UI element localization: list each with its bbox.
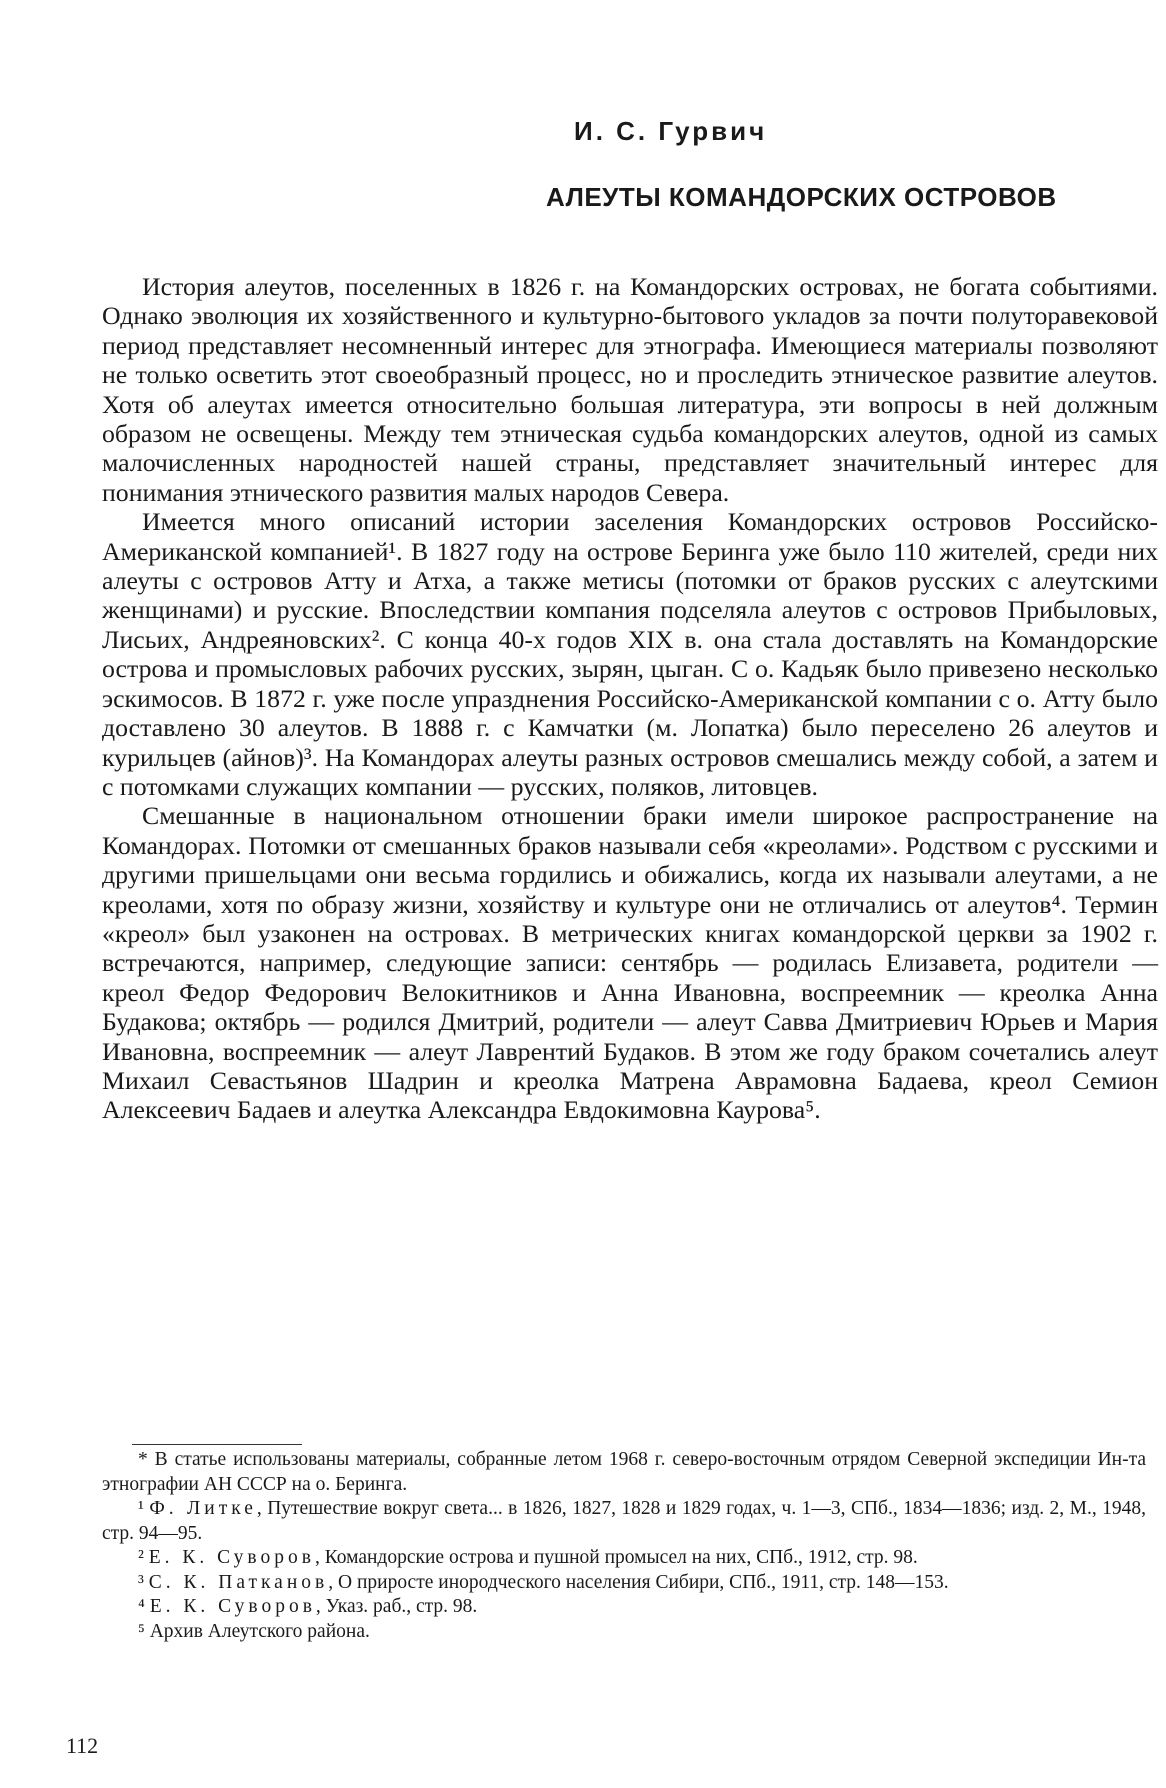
footnote-star: * В статье использованы материалы, собранные летом 1968 г. северо-восточным отрядом Северной экспедиции Ин-та этнографии АН СССР на о. Беринга. — [102, 1449, 1146, 1495]
footnote-author: Е. К. Суворов — [148, 1547, 315, 1568]
footnote-author: Е. К. Суворов — [149, 1596, 316, 1617]
footnote-marker: ⁴ — [138, 1596, 145, 1617]
paragraph: Смешанные в национальном отношении браки имели широкое распространение на Командорах. Потомки от смешанных браков называли себя «креолами». Родством с русскими и другими пришельцами они весьма гордились и обижались, когда их называли алеутами, а не креолами, хотя по образу жизни, хозяйству и культуре они не отличались от алеутов⁴. Термин «креол» был узаконен на островах. В метрических книгах командорской церкви за 1902 г. встречаются, например, следующие записи: сентябрь — родилась Елизавета, родители — креол Федор Федорович Велокитников и Анна Ивановна, воспреемник — креолка Анна Будакова; октябрь — родился Дмитрий, родители — алеут Савва Дмитриевич Юрьев и Мария Ивановна, воспреемник — алеут Лаврентий Будаков. В этом же году браком сочетались алеут Михаил Севастьянов Шадрин и креолка Матрена Аврамовна Бадаева, креол Семион Алексеевич Бадаев и алеутка Александра Евдокимовна Каурова⁵. — [102, 801, 1158, 1125]
footnote-marker: ¹ — [138, 1498, 144, 1519]
footnotes — [102, 1448, 1146, 1644]
footnote — [102, 1497, 1146, 1546]
footnote — [102, 1620, 1146, 1645]
paragraph: Имеется много описаний истории заселения Командорских островов Российско-Американской компанией¹. В 1827 году на острове Беринга уже было 110 жителей, среди них алеуты с островов Атту и Атха, а также метисы (потомки от браков русских с алеутскими женщинами) и русские. Впоследствии компания подселяла алеутов с островов Прибыловых, Лисьих, Андреяновских². С конца 40-х годов XIX в. она стала доставлять на Командорские острова и промысловых рабочих русских, зырян, цыган. С о. Кадьяк было привезено несколько эскимосов. В 1872 г. уже после упразднения Российско-Американской компании с о. Атту было доставлено 30 алеутов. В 1888 г. с Камчатки (м. Лопатка) было переселено 26 алеутов и курильцев (айнов)³. На Командорах алеуты разных островов смешались между собой, а затем и с потомками служащих компании — русских, поляков, литовцев. — [102, 507, 1158, 801]
footnote — [102, 1571, 1146, 1596]
footnote — [102, 1546, 1146, 1571]
article-title: АЛЕУТЫ КОМАНДОРСКИХ ОСТРОВОВ — [546, 182, 1057, 212]
page-number: 112 — [66, 1733, 99, 1758]
footnote-text: , Командорские острова и пушной промысел на них, СПб., 1912, стр. 98. — [314, 1547, 918, 1568]
footnote-marker: ² — [138, 1547, 144, 1568]
footnote-marker: ⁵ — [138, 1620, 145, 1642]
footnote-author: С. К. Патканов — [148, 1571, 329, 1593]
footnote-author: Ф. Литке — [149, 1498, 257, 1519]
footnote-text: , О приросте инородческого населения Сибири, СПб., 1911, стр. 148—153. — [328, 1571, 949, 1593]
article-author: И. С. Гурвич — [574, 116, 768, 146]
paragraph: История алеутов, поселенных в 1826 г. на Командорских островах, не богата событиями. Однако эволюция их хозяйственного и культурно-бытового укладов за почти полуторавековой период представляет несомненный интерес для этнографа. Имеющиеся материалы позволяют не только осветить этот своеобразный процесс, но и проследить этническое развитие алеутов. Хотя об алеутах имеется относительно большая литература, эти вопросы в ней должным образом не освещены. Между тем этническая судьба командорских алеутов, одной из самых малочисленных народностей нашей страны, представляет значительный интерес для понимания этнического развития малых народов Севера. — [102, 272, 1158, 507]
footnote-marker: ³ — [138, 1571, 144, 1593]
footnote-divider — [132, 1444, 302, 1445]
footnote-text: , Путешествие вокруг света... в 1826, 1827, 1828 и 1829 годах, ч. 1—3, СПб., 1834—1836; изд. 2, М., 1948, стр. 94—95. — [102, 1498, 1147, 1544]
article-body — [102, 272, 1158, 1125]
footnote-text: , Указ. раб., стр. 98. — [315, 1596, 478, 1617]
footnote — [102, 1595, 1146, 1620]
footnote-text: Архив Алеутского района. — [149, 1620, 370, 1642]
